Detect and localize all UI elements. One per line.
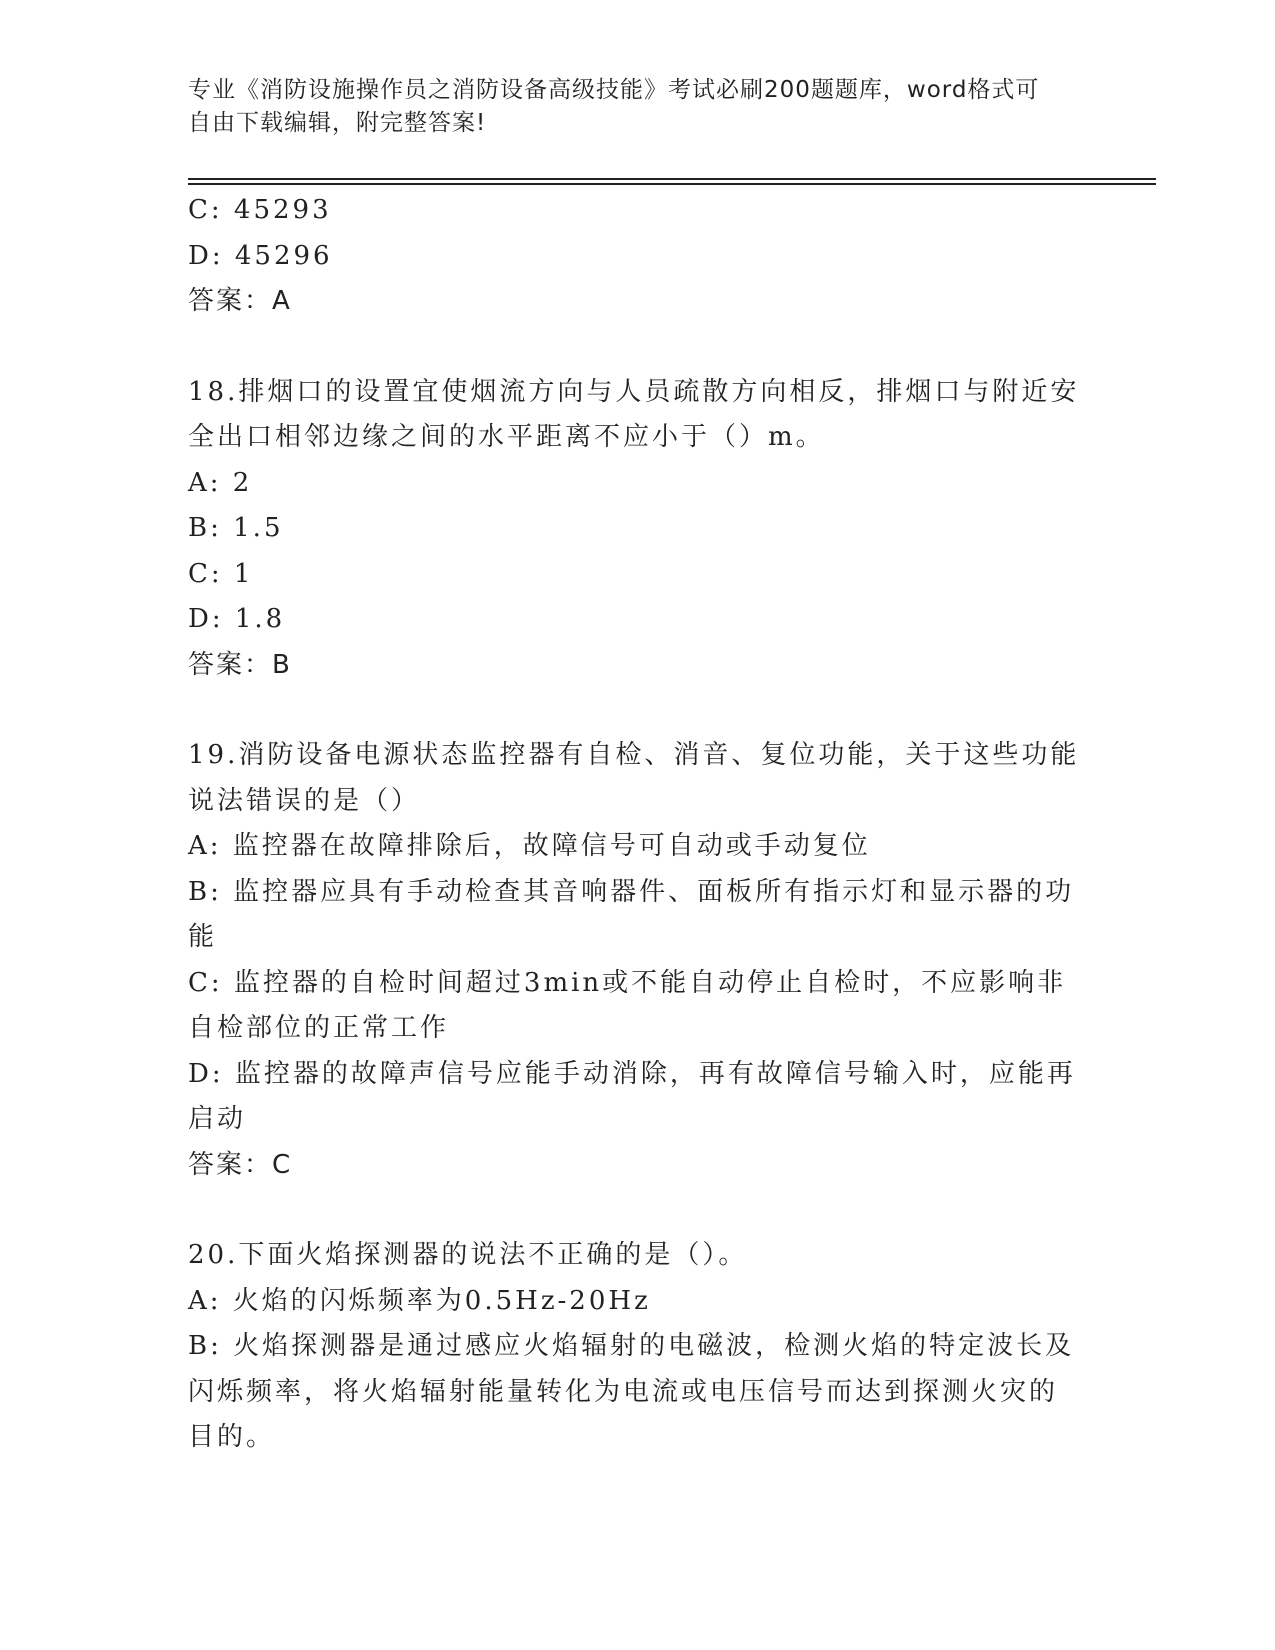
option-d: D: 监控器的故障声信号应能手动消除，再有故障信号输入时，应能再	[188, 1058, 1076, 1089]
option-d: D: 1.8	[188, 604, 286, 634]
answer-label: 答案：A	[188, 286, 292, 316]
option-c-cont: 自检部位的正常工作	[188, 1013, 450, 1043]
option-c: C: 1	[188, 558, 254, 589]
option-a: A: 监控器在故障排除后，故障信号可自动或手动复位	[188, 831, 871, 861]
question-20	[188, 1233, 1075, 1461]
header-title-line-1: 专业《消防设施操作员之消防设备高级技能》考试必刷200题题库，word格式可	[188, 77, 1040, 103]
question-17-tail	[188, 188, 1068, 325]
option-b: B: 火焰探测器是通过感应火焰辐射的电磁波，检测火焰的特定波长及	[188, 1331, 1075, 1361]
answer-label: 答案：C	[188, 1149, 293, 1180]
header-title-line-2: 自由下载编辑，附完整答案!	[188, 110, 487, 136]
option-b-cont: 闪烁频率，将火焰辐射能量转化为电流或电压信号而达到探测火灾的	[188, 1376, 1059, 1407]
page-header	[188, 74, 1068, 140]
answer-label: 答案：B	[188, 649, 292, 680]
option-c: C: 监控器的自检时间超过3min或不能自动停止自检时，不应影响非	[188, 967, 1067, 998]
question-19	[188, 733, 1080, 1188]
question-stem-cont: 说法错误的是（）	[188, 785, 421, 816]
option-a: A: 火焰的闪烁频率为0.5Hz-20Hz	[188, 1285, 651, 1316]
option-b-cont: 目的。	[188, 1422, 276, 1452]
option-c: C: 45293	[188, 195, 332, 225]
option-a: A: 2	[188, 467, 253, 498]
question-stem: 19.消防设备电源状态监控器有自检、消音、复位功能，关于这些功能	[188, 740, 1080, 770]
question-stem: 20.下面火焰探测器的说法不正确的是（）。	[188, 1240, 748, 1270]
option-b: B: 监控器应具有手动检查其音响器件、面板所有指示灯和显示器的功	[188, 876, 1075, 907]
header-divider-top	[188, 178, 1156, 180]
option-d-cont: 启动	[188, 1104, 247, 1134]
spacer	[188, 1188, 1068, 1233]
option-b-cont: 能	[188, 922, 218, 952]
option-b: B: 1.5	[188, 513, 284, 543]
question-stem: 18.排烟口的设置宜使烟流方向与人员疏散方向相反，排烟口与附近安	[188, 376, 1080, 407]
header-divider-bottom	[188, 183, 1156, 185]
question-stem-cont: 全出口相邻边缘之间的水平距离不应小于（）m。	[188, 422, 825, 452]
question-content	[188, 188, 1080, 1461]
spacer	[188, 325, 1068, 370]
option-d: D: 45296	[188, 240, 333, 271]
question-18	[188, 370, 1080, 689]
spacer	[188, 688, 1068, 733]
